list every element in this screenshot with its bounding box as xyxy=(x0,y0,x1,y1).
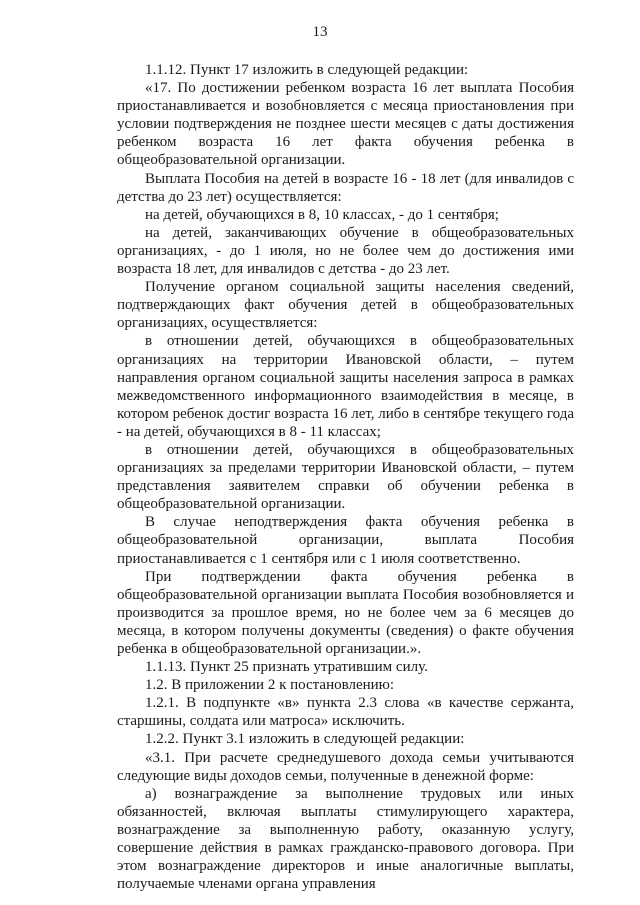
paragraph-ivanovo-region: в отношении детей, обучающихся в общеобразовательных организациях на территории Ивановской области, – путем направления органом социальной защиты населения запроса в рамках межведомственного информационного взаимодействия в месяце, в котором ребенок достиг возраста 16 лет, либо в сентябре текущего года - на детей, обучающихся в 8 - 11 классах; xyxy=(117,333,575,440)
paragraph-1-2: 1.2. В приложении 2 к постановлению: xyxy=(145,677,395,694)
paragraph-classes-8-10: на детей, обучающихся в 8, 10 классах, - до 1 сентября; xyxy=(145,206,499,223)
paragraph-1-1-12: 1.1.12. Пункт 17 изложить в следующей редакции: xyxy=(145,62,469,78)
paragraph-point-17: «17. По достижении ребенком возраста 16 лет выплата Пособия приостанавливается и возобновляется с месяца приостановления при условии подтверждения не позднее шести месяцев с даты достижения ребенком возраста 16 лет факта обучения ребенка в общеобразовательной организации. xyxy=(117,80,574,169)
paragraph-graduating: на детей, заканчивающих обучение в общеобразовательных организациях, - до 1 июля, но не более чем до достижения ими возраста 18 лет, для инвалидов с детства - до 23 лет. xyxy=(117,224,574,278)
paragraph-point-3-1: «3.1. При расчете среднедушевого дохода семьи учитываются следующие виды доходов семьи, полученные в денежной форме: xyxy=(117,749,574,784)
page-number: 13 xyxy=(312,24,328,40)
paragraph-confirmation: При подтверждении факта обучения ребенка в общеобразовательной организации выплата Пособия возобновляется и производится за прошлое время, но не более чем за 6 месяцев до месяца, в котором получены документы (сведения) о факте обучения ребенка в общеобразовательной организации.». xyxy=(117,568,574,657)
paragraph-obtaining-info: Получение органом социальной защиты населения сведений, подтверждающих факт обучения детей в общеобразовательных организациях, осуществляется: xyxy=(117,279,574,332)
paragraph-payment-16-18: Выплата Пособия на детей в возрасте 16 - 18 лет (для инвалидов с детства до 23 лет) осуществляется: xyxy=(117,170,574,205)
paragraph-1-2-2: 1.2.2. Пункт 3.1 изложить в следующей редакции: xyxy=(145,731,465,748)
document-body xyxy=(117,61,574,893)
paragraph-item-a: а) вознаграждение за выполнение трудовых или иных обязанностей, включая выплаты стимулирующего характера, вознаграждение за выполненную работу, оказанную услугу, совершение действия в рамках гражданско-правового договора. При этом вознаграждение директоров и иные аналогичные выплаты, получаемые членами органа управления xyxy=(117,785,574,893)
paragraph-non-confirmation: В случае неподтверждения факта обучения ребенка в общеобразовательной организации, выплата Пособия приостанавливается с 1 сентября или с 1 июля соответственно. xyxy=(117,514,574,567)
paragraph-1-2-1: 1.2.1. В подпункте «в» пункта 2.3 слова «в качестве сержанта, старшины, солдата или матроса» исключить. xyxy=(117,695,574,730)
paragraph-1-1-13: 1.1.13. Пункт 25 признать утратившим силу. xyxy=(145,659,428,676)
paragraph-outside-region: в отношении детей, обучающихся в общеобразовательных организациях за пределами территории Ивановской области, – путем представления заявителем справки об обучении ребенка в общеобразовательной организации. xyxy=(117,441,574,513)
